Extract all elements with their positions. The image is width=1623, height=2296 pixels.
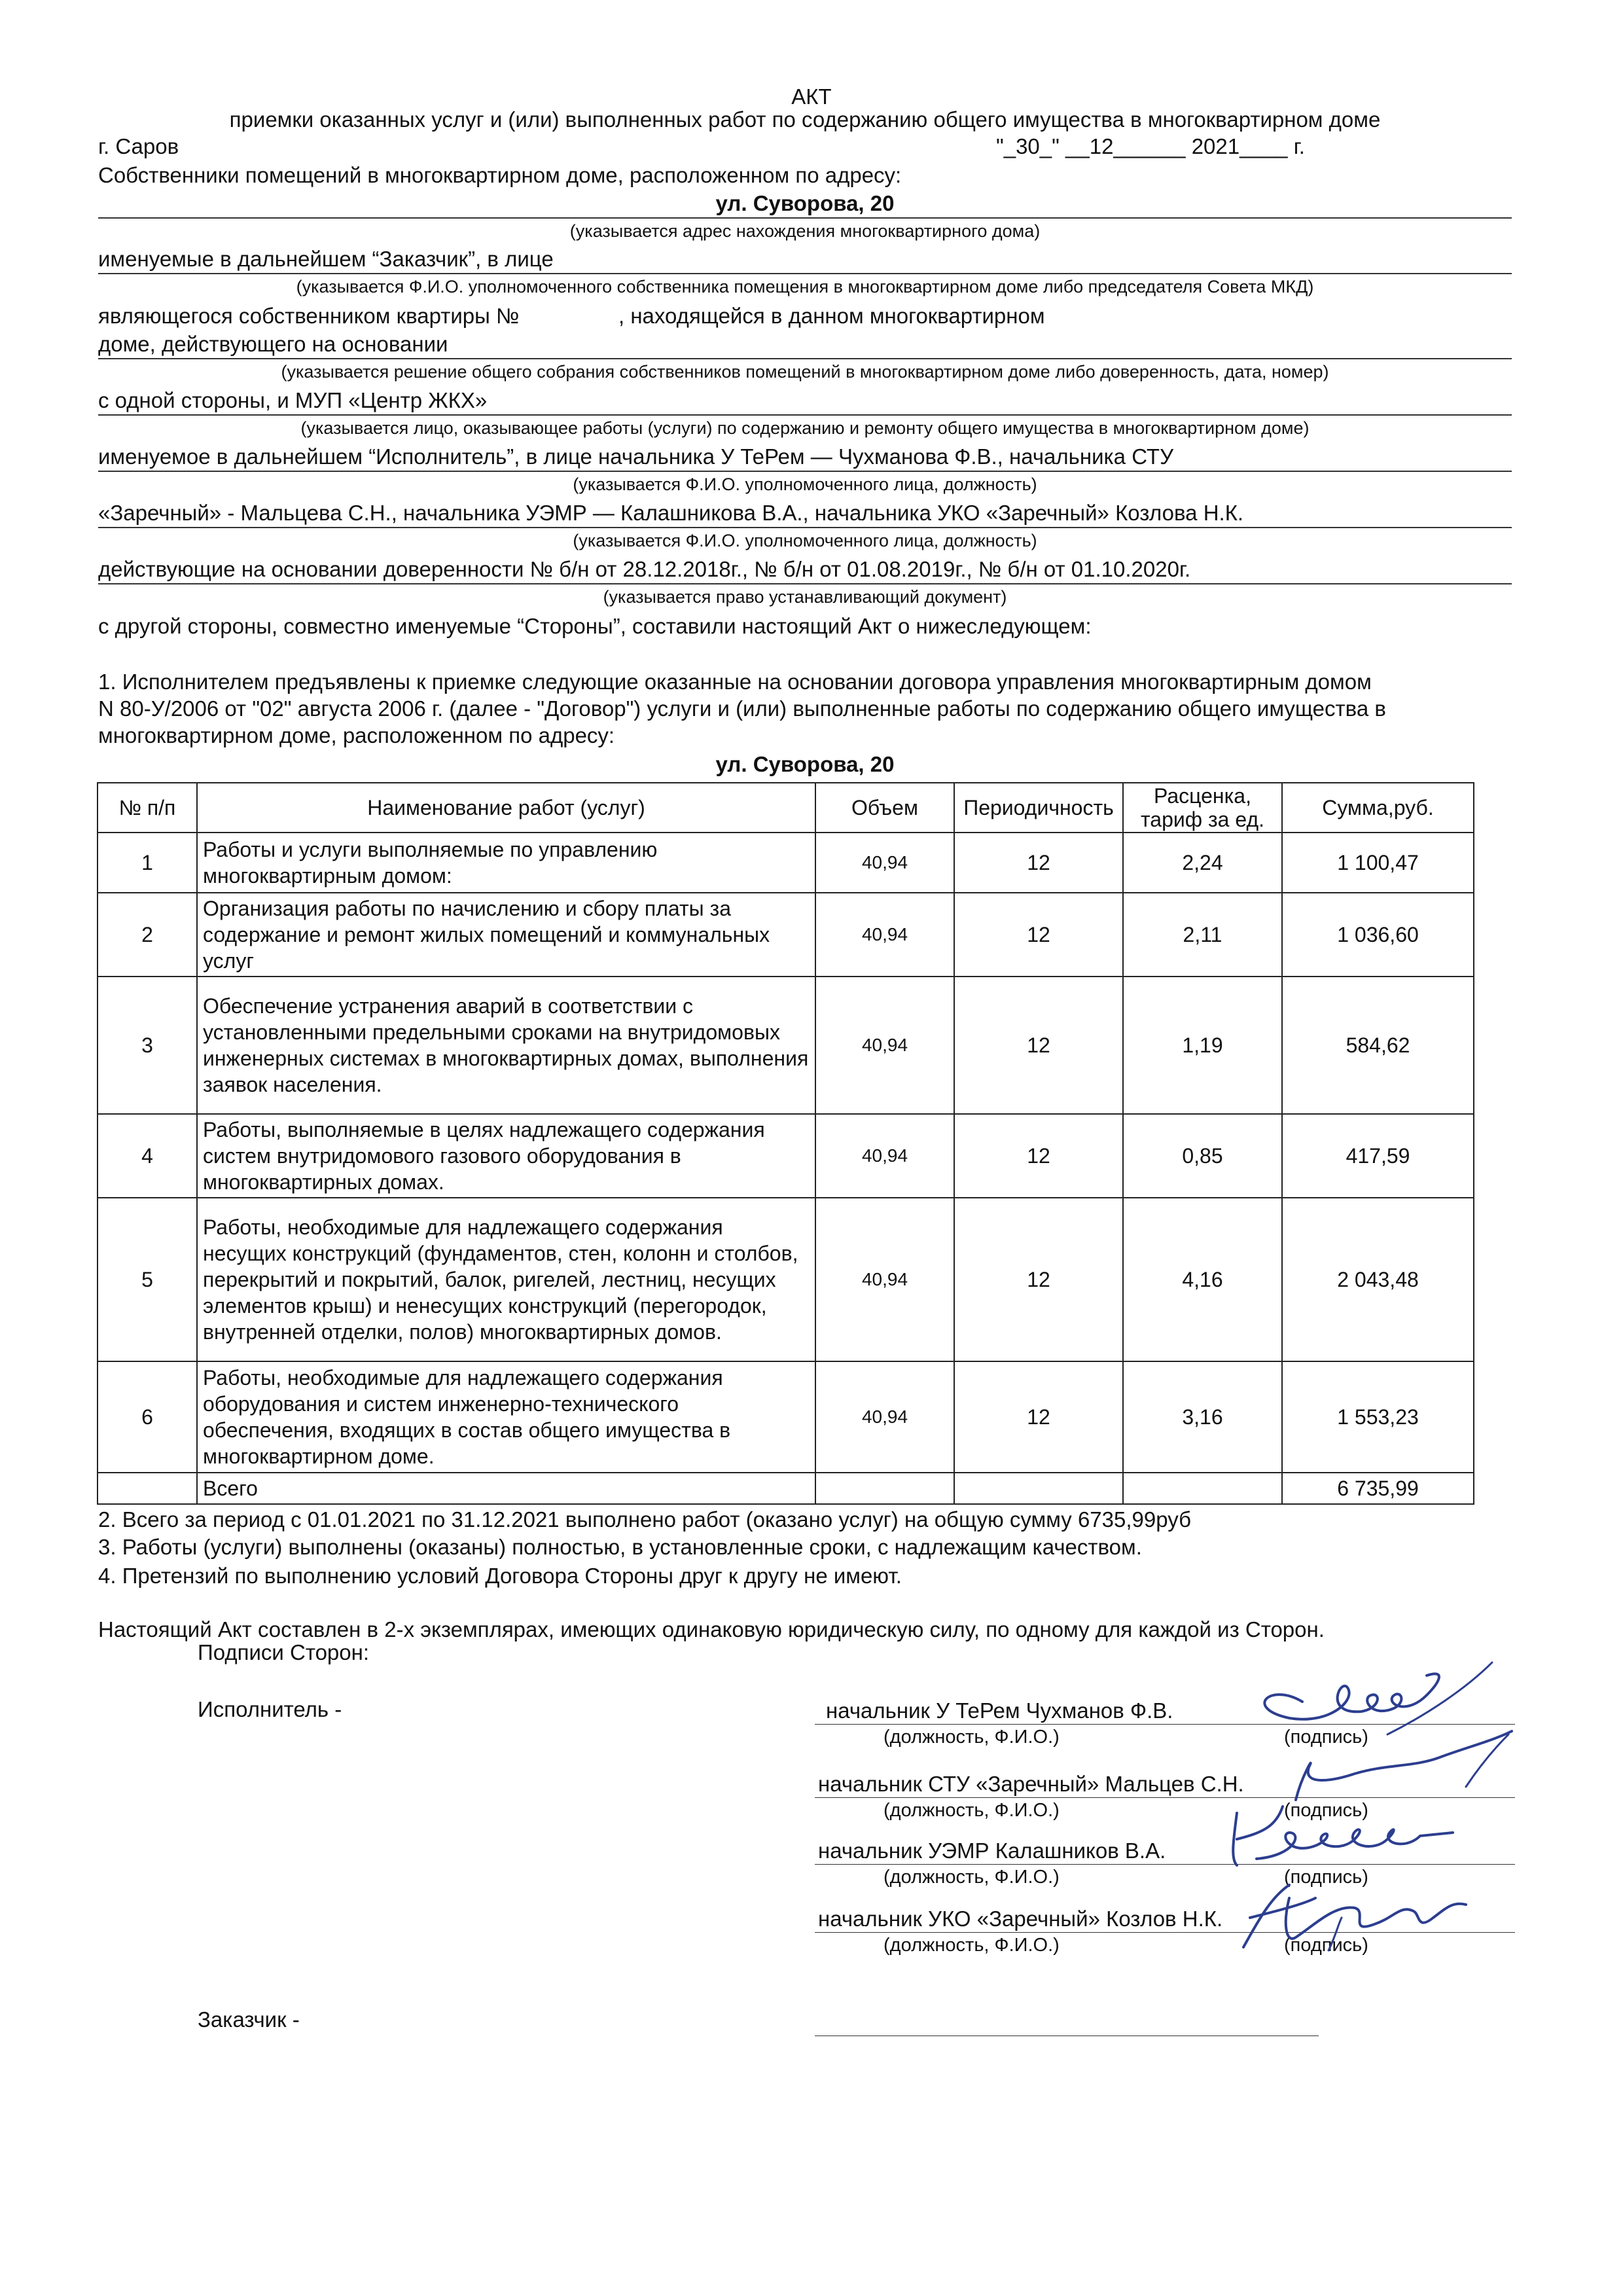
- row-period: 12: [954, 833, 1123, 893]
- empty-cell: [815, 1473, 954, 1504]
- row-volume: 40,94: [815, 1198, 954, 1361]
- underline: [98, 414, 1512, 416]
- clause-1-line-1: 1. Исполнителем предъявлены к приемке следующие оказанные на основании договора управления многоквартирным домом: [98, 670, 1372, 694]
- row-sum: 1 100,47: [1282, 833, 1474, 893]
- row-volume: 40,94: [815, 893, 954, 977]
- row-sum: 1 553,23: [1282, 1361, 1474, 1473]
- person-caption: (указывается Ф.И.О. уполномоченного лица, должность): [573, 531, 1037, 550]
- owner-apartment-label: являющегося собственником квартиры №: [98, 304, 520, 328]
- copies-note: Настоящий Акт составлен в 2-х экземплярах, имеющих одинаковую юридическую силу, по одному для каждой из Сторон.: [98, 1617, 1325, 1641]
- row-rate: 4,16: [1123, 1198, 1282, 1361]
- customer-line: именуемые в дальнейшем “Заказчик”, в лице: [98, 247, 554, 271]
- signer-position: начальник СТУ «Заречный» Мальцев С.Н.: [818, 1772, 1244, 1796]
- row-sum: 2 043,48: [1282, 1198, 1474, 1361]
- row-name: Работы и услуги выполняемые по управлению многоквартирным домом:: [197, 833, 815, 893]
- row-name: Организация работы по начислению и сбору платы за содержание и ремонт жилых помещений и коммунальных услуг: [197, 893, 815, 977]
- signature-caption: (подпись): [1284, 1935, 1368, 1956]
- table-header-row: [98, 783, 1474, 833]
- table-total-row: [98, 1473, 1474, 1504]
- row-name: Работы, необходимые для надлежащего содержания несущих конструкций (фундаментов, стен, колонн и столбов, перекрытий и покрытий, балок, ригелей, лестниц, несущих элементов крыш) и ненесущих конструкций (перегородок, внутренней отделки, полов) многоквартирных домов.: [197, 1198, 815, 1361]
- contractor-line: именуемое в дальнейшем “Исполнитель”, в лице начальника У ТеРем — Чухманова Ф.В., начальника СТУ: [98, 444, 1174, 469]
- row-num: 5: [98, 1198, 197, 1361]
- header-rate: Расценка, тариф за ед.: [1123, 783, 1282, 833]
- row-period: 12: [954, 977, 1123, 1114]
- person-caption: (указывается Ф.И.О. уполномоченного лица, должность): [573, 475, 1037, 494]
- power-caption: (указывается право устанавливающий документ): [603, 587, 1007, 607]
- customer-label: Заказчик -: [198, 2007, 300, 2032]
- table-row: [98, 893, 1474, 977]
- table-row: [98, 1198, 1474, 1361]
- document-title: АКТ: [791, 84, 832, 109]
- table-row: [98, 1114, 1474, 1198]
- row-name: Работы, необходимые для надлежащего содержания оборудования и систем инженерно-технического обеспечения, входящих в состав общего имущества в многоквартирном доме.: [197, 1361, 815, 1473]
- position-caption: (должность, Ф.И.О.): [883, 1727, 1060, 1748]
- underline: [98, 527, 1512, 528]
- underline: [98, 471, 1512, 472]
- handwritten-signature-icon: [1224, 1872, 1499, 1957]
- executor-label: Исполнитель -: [198, 1697, 342, 1721]
- row-num: 6: [98, 1361, 197, 1473]
- clause-1-line-2: N 80-У/2006 от "02" августа 2006 г. (далее - "Договор") услуги и (или) выполненные работы по содержанию общего имущества в: [98, 696, 1386, 721]
- header-num: № п/п: [98, 783, 197, 833]
- row-num: 1: [98, 833, 197, 893]
- underline: [98, 273, 1512, 274]
- total-label: Всего: [197, 1473, 815, 1504]
- signer-position: начальник УКО «Заречный» Козлов Н.К.: [818, 1907, 1223, 1931]
- row-period: 12: [954, 1198, 1123, 1361]
- position-caption: (должность, Ф.И.О.): [883, 1935, 1060, 1956]
- clause-3: 3. Работы (услуги) выполнены (оказаны) полностью, в установленные сроки, с надлежащим качеством.: [98, 1535, 1142, 1559]
- basis-caption: (указывается решение общего собрания собственников помещений в многоквартирном доме либо доверенность, дата, номер): [281, 362, 1329, 382]
- contractor-caption: (указывается лицо, оказывающее работы (услуги) по содержанию и ремонту общего имущества в многоквартирном доме): [300, 418, 1310, 438]
- header-period: Периодичность: [954, 783, 1123, 833]
- row-num: 3: [98, 977, 197, 1114]
- owners-address: ул. Суворова, 20: [715, 191, 895, 215]
- position-caption: (должность, Ф.И.О.): [883, 1800, 1060, 1821]
- address-caption: (указывается адрес нахождения многоквартирного дома): [569, 221, 1041, 241]
- underline: [98, 583, 1512, 584]
- underline: [98, 217, 1512, 219]
- row-rate: 1,19: [1123, 977, 1282, 1114]
- row-sum: 417,59: [1282, 1114, 1474, 1198]
- signature-caption: (подпись): [1284, 1867, 1368, 1888]
- row-name: Работы, выполняемые в целях надлежащего содержания систем внутридомового газового оборудования в многоквартирных домах.: [197, 1114, 815, 1198]
- side-one: с одной стороны, и МУП «Центр ЖКХ»: [98, 388, 488, 412]
- header-volume: Объем: [815, 783, 954, 833]
- act-date: "_30_" __12______ 2021____ г.: [996, 134, 1305, 158]
- row-volume: 40,94: [815, 1361, 954, 1473]
- row-period: 12: [954, 1114, 1123, 1198]
- signature-caption: (подпись): [1284, 1727, 1368, 1748]
- row-volume: 40,94: [815, 1114, 954, 1198]
- signer-position: начальник УЭМР Калашников В.А.: [818, 1839, 1166, 1863]
- row-rate: 2,11: [1123, 893, 1282, 977]
- clause-1-line-3: многоквартирном доме, расположенном по адресу:: [98, 723, 615, 747]
- row-volume: 40,94: [815, 977, 954, 1114]
- handwritten-signature-icon: [1217, 1793, 1518, 1878]
- table-row: [98, 833, 1474, 893]
- document-subtitle: приемки оказанных услуг и (или) выполненных работ по содержанию общего имущества в многоквартирном доме: [229, 107, 1381, 132]
- row-period: 12: [954, 1361, 1123, 1473]
- contractor-line-2: «Заречный» - Мальцева С.Н., начальника УЭМР — Калашникова В.А., начальника УКО «Заречный» Козлова Н.К.: [98, 501, 1244, 525]
- row-period: 12: [954, 893, 1123, 977]
- signatures-title: Подписи Сторон:: [198, 1640, 370, 1664]
- row-rate: 3,16: [1123, 1361, 1282, 1473]
- empty-cell: [98, 1473, 197, 1504]
- row-rate: 0,85: [1123, 1114, 1282, 1198]
- total-sum: 6 735,99: [1282, 1473, 1474, 1504]
- row-num: 2: [98, 893, 197, 977]
- side-two: с другой стороны, совместно именуемые “Стороны”, составили настоящий Акт о нижеследующем:: [98, 614, 1092, 638]
- row-sum: 1 036,60: [1282, 893, 1474, 977]
- row-sum: 584,62: [1282, 977, 1474, 1114]
- position-caption: (должность, Ф.И.О.): [883, 1867, 1060, 1888]
- city: г. Саров: [98, 134, 179, 158]
- header-name: Наименование работ (услуг): [197, 783, 815, 833]
- basis-line: доме, действующего на основании: [98, 332, 448, 356]
- header-sum: Сумма,руб.: [1282, 783, 1474, 833]
- owners-intro: Собственники помещений в многоквартирном доме, расположенном по адресу:: [98, 163, 902, 187]
- row-volume: 40,94: [815, 833, 954, 893]
- row-num: 4: [98, 1114, 197, 1198]
- row-rate: 2,24: [1123, 833, 1282, 893]
- underline: [98, 358, 1512, 359]
- works-table: [97, 782, 1474, 1505]
- clause-2: 2. Всего за период с 01.01.2021 по 31.12.2021 выполнено работ (оказано услуг) на общую сумму 6735,99руб: [98, 1507, 1191, 1532]
- clause-4: 4. Претензий по выполнению условий Договора Стороны друг к другу не имеют.: [98, 1564, 902, 1588]
- signer-position: начальник У ТеРем Чухманов Ф.В.: [826, 1698, 1173, 1723]
- signature-caption: (подпись): [1284, 1800, 1368, 1821]
- power-of-attorney-line: действующие на основании доверенности № б/н от 28.12.2018г., № б/н от 01.08.2019г., № б/н от 01.10.2020г.: [98, 557, 1191, 581]
- empty-cell: [954, 1473, 1123, 1504]
- customer-caption: (указывается Ф.И.О. уполномоченного собственника помещения в многоквартирном доме либо председателя Совета МКД): [296, 277, 1314, 296]
- table-row: [98, 1361, 1474, 1473]
- table-address: ул. Суворова, 20: [715, 752, 895, 776]
- empty-cell: [1123, 1473, 1282, 1504]
- row-name: Обеспечение устранения аварий в соответствии с установленными предельными сроками на внутридомовых инженерных системах в многоквартирных домах, выполнения заявок населения.: [197, 977, 815, 1114]
- table-row: [98, 977, 1474, 1114]
- owner-apartment-suffix: , находящейся в данном многоквартирном: [618, 304, 1045, 328]
